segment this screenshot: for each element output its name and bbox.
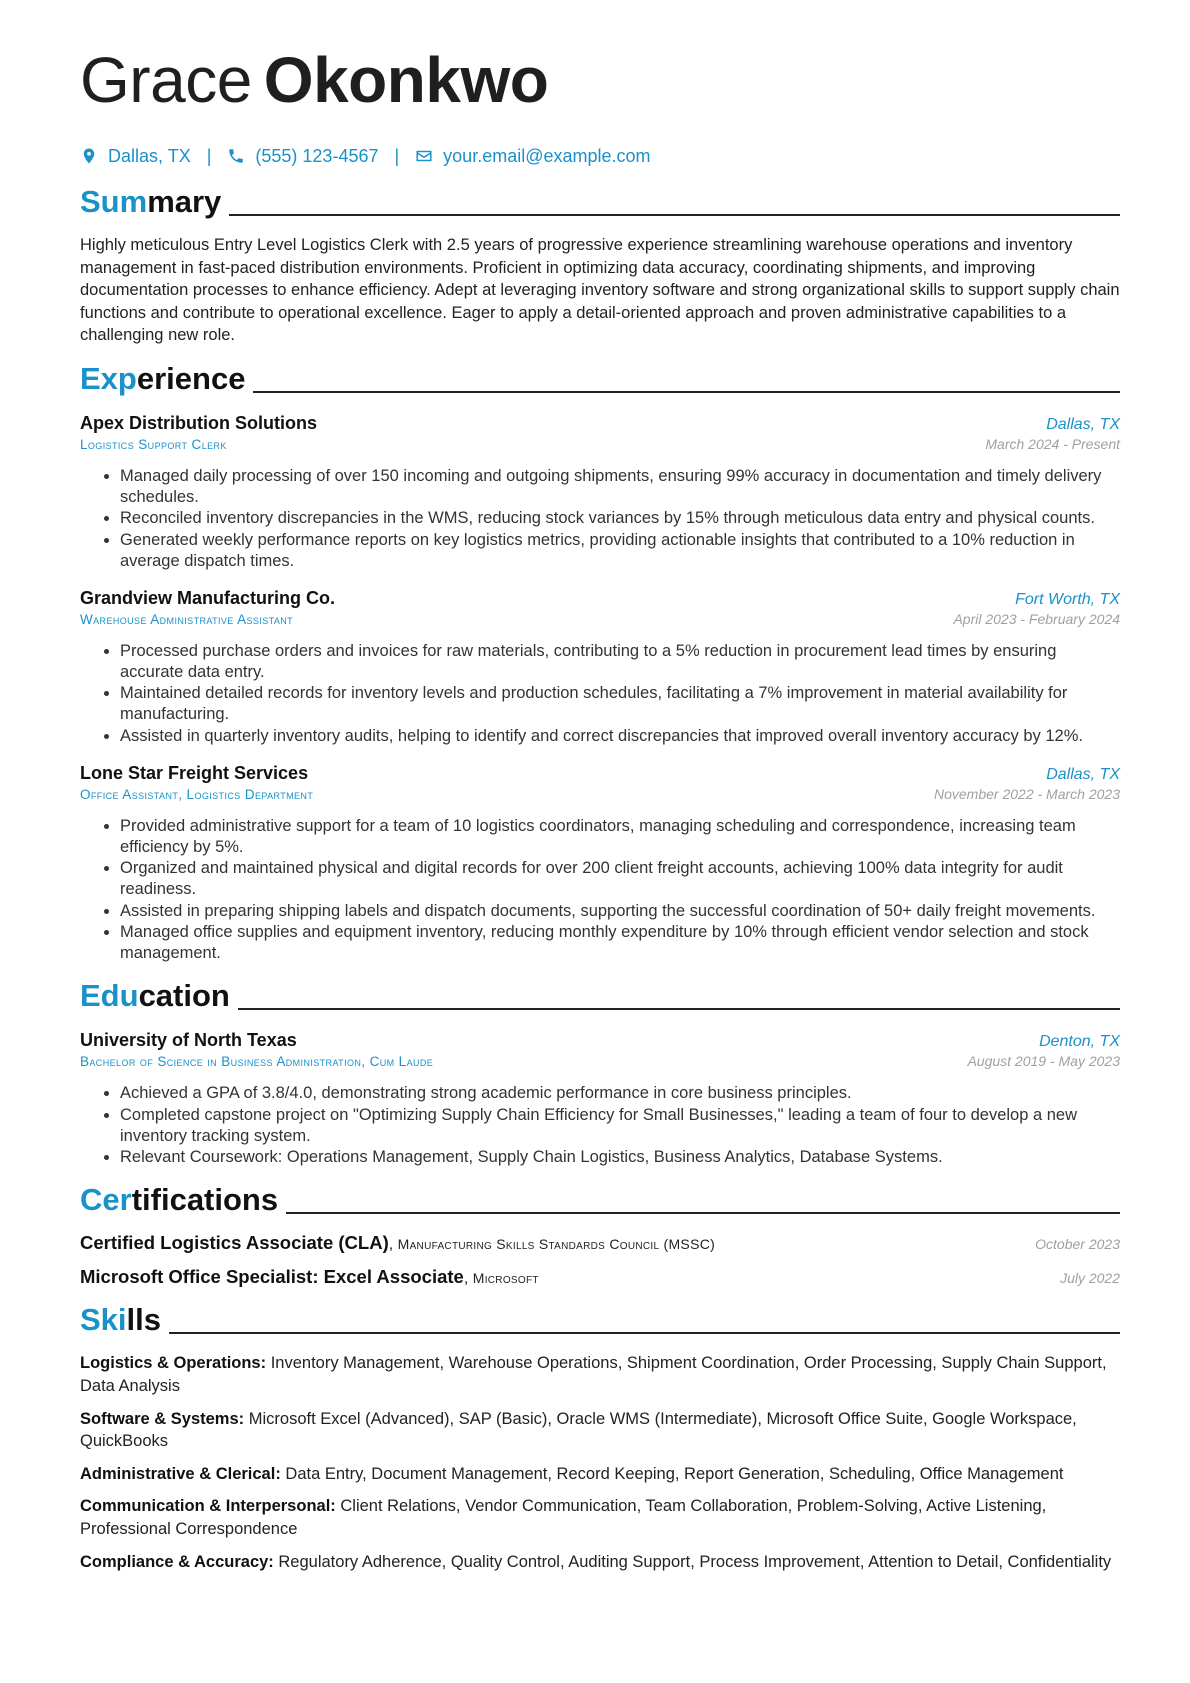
certifications-heading — [80, 1178, 1120, 1218]
section-rule — [169, 1332, 1120, 1334]
bullet-item: • Processed purchase orders and invoices for raw materials, contributing to a 5% reduction in procurement lead times by ensuring accurate data entry. — [120, 641, 1120, 683]
skills-title-rest: lls — [126, 1302, 161, 1338]
skills-title — [80, 1302, 161, 1338]
school-name: University of North Texas — [80, 1030, 297, 1051]
contact-location — [80, 146, 191, 167]
certifications-title — [80, 1182, 278, 1218]
contact-separator: | — [394, 145, 400, 166]
summary-title — [80, 184, 221, 220]
phone-text: (555) 123-4567 — [255, 145, 379, 166]
cert-date: July 2022 — [1060, 1270, 1120, 1287]
job-location: Dallas, TX — [1046, 765, 1120, 783]
contact-separator: | — [206, 145, 212, 166]
skill-value: Regulatory Adherence, Quality Control, Auditing Support, Process Improvement, Attention to Detail, Confidentiality — [278, 1552, 1112, 1571]
contact-line — [80, 142, 1120, 170]
education-title-rest: cation — [138, 978, 230, 1014]
job-bullets — [80, 466, 1120, 572]
summary-title-rest: mary — [147, 184, 222, 219]
bullet-item: • Assisted in quarterly inventory audits, helping to identify and correct discrepancies that improved overall inventory accuracy by 12%. — [120, 726, 1120, 747]
job-bullets — [80, 816, 1120, 965]
section-rule — [238, 1008, 1120, 1010]
bullet-item: • Maintained detailed records for inventory levels and production schedules, facilitating a 7% improvement in material availability for manufacturing. — [120, 683, 1120, 725]
skill-label: Communication & Interpersonal: — [80, 1497, 336, 1516]
job-dates: November 2022 - March 2023 — [934, 785, 1120, 802]
first-name: Grace — [80, 44, 252, 116]
experience-title-rest: erience — [136, 360, 246, 396]
cert-date: October 2023 — [1035, 1236, 1120, 1253]
job-row-2 — [80, 609, 1120, 627]
job-title: Logistics Support Clerk — [80, 436, 227, 452]
bullet-item: • Achieved a GPA of 3.8/4.0, demonstrating strong academic performance in core business principles. — [120, 1083, 1120, 1104]
education-row-1 — [80, 1030, 1120, 1051]
skills-heading — [80, 1298, 1120, 1338]
bullet-item: • Relevant Coursework: Operations Management, Supply Chain Logistics, Business Analytics, Database Systems. — [120, 1147, 1120, 1168]
education-bullets — [80, 1083, 1120, 1168]
experience-heading — [80, 357, 1120, 397]
bullet-item: • Organized and maintained physical and digital records for over 200 client freight accounts, achieving 100% data integrity for audit readiness. — [120, 858, 1120, 900]
experience-title-accent: Exp — [80, 360, 137, 396]
email-text: your.email@example.com — [443, 145, 651, 166]
section-rule — [229, 214, 1120, 216]
map-pin-icon — [80, 147, 98, 165]
candidate-name — [80, 40, 1120, 120]
skill-line — [80, 1352, 1120, 1397]
job-dates: April 2023 - February 2024 — [953, 610, 1120, 627]
skill-line — [80, 1463, 1120, 1486]
skill-line — [80, 1408, 1120, 1453]
skill-value: Client Relations, Vendor Communication, Team Collaboration, Problem-Solving, Active Listening, Professional Correspondence — [80, 1497, 1047, 1539]
skills-title-accent: Ski — [80, 1302, 127, 1338]
experience-entry — [80, 413, 1120, 572]
job-location: Fort Worth, TX — [1015, 590, 1120, 608]
education-entry — [80, 1030, 1120, 1168]
job-title: Office Assistant, Logistics Department — [80, 786, 314, 802]
bullet-item: • Generated weekly performance reports on key logistics metrics, providing actionable insights that contributed to a 10% reduction in average dispatch times. — [120, 530, 1120, 572]
skill-label: Logistics & Operations: — [80, 1354, 267, 1373]
envelope-icon — [415, 147, 433, 165]
cert-issuer: Microsoft — [472, 1270, 539, 1287]
job-row-1 — [80, 588, 1120, 609]
job-dates: March 2024 - Present — [985, 435, 1120, 452]
job-row-2 — [80, 784, 1120, 802]
summary-text: Highly meticulous Entry Level Logistics Clerk with 2.5 years of progressive experience streamlining warehouse operations and inventory management in fast-paced distribution environments. Proficient in optimizing data accuracy, coordinating shipments, and improving documentation processes to enhance efficiency. Adept at leveraging inventory software and strong organizational skills to support supply chain functions and contribute to operational excellence. Eager to apply a detail-oriented approach and proven administrative capabilities to a challenging new role. — [80, 236, 1120, 345]
summary-title-accent: Sum — [80, 184, 148, 219]
education-title-accent: Edu — [80, 978, 139, 1014]
summary-heading — [80, 180, 1120, 220]
cert-text: Certified Logistics Associate (CLA), Manufacturing Skills Standards Council (MSSC) — [80, 1232, 716, 1254]
education-heading — [80, 974, 1120, 1014]
education-title — [80, 978, 230, 1014]
skill-label: Administrative & Clerical: — [80, 1464, 281, 1483]
bullet-item: • Managed office supplies and equipment inventory, reducing monthly expenditure by 10% through efficient vendor selection and stock management. — [120, 922, 1120, 964]
contact-email[interactable] — [415, 146, 650, 167]
experience-list — [80, 413, 1120, 965]
cert-item — [80, 1232, 1120, 1254]
phone-icon — [227, 147, 245, 165]
skill-value: Inventory Management, Warehouse Operations, Shipment Coordination, Order Processing, Supply Chain Support, Data Analysis — [80, 1354, 1107, 1396]
section-rule — [286, 1212, 1120, 1214]
contact-phone[interactable] — [227, 146, 378, 167]
cert-text: Microsoft Office Specialist: Excel Associate, Microsoft — [80, 1266, 539, 1288]
skills-list — [80, 1352, 1120, 1573]
cert-issuer: Manufacturing Skills Standards Council (MSSC) — [397, 1236, 716, 1253]
experience-title — [80, 361, 245, 397]
resume-page — [80, 40, 1120, 1573]
job-location: Dallas, TX — [1046, 415, 1120, 433]
job-bullets — [80, 641, 1120, 747]
skill-line — [80, 1495, 1120, 1540]
job-row-1 — [80, 763, 1120, 784]
experience-entry — [80, 763, 1120, 965]
job-row-1 — [80, 413, 1120, 434]
job-title: Warehouse Administrative Assistant — [80, 611, 294, 627]
certifications-list — [80, 1232, 1120, 1288]
company-name: Grandview Manufacturing Co. — [80, 587, 336, 608]
company-name: Lone Star Freight Services — [80, 762, 309, 783]
skill-value: Microsoft Excel (Advanced), SAP (Basic), Oracle WMS (Intermediate), Microsoft Office Suite, Google Workspace, QuickBooks — [80, 1409, 1077, 1451]
bullet-item: • Provided administrative support for a team of 10 logistics coordinators, managing scheduling and correspondence, increasing team efficiency by 5%. — [120, 816, 1120, 858]
bullet-item: • Completed capstone project on "Optimizing Supply Chain Efficiency for Small Businesses," leading a team of four to develop a new inventory tracking system. — [120, 1105, 1120, 1147]
certifications-title-rest: tifications — [131, 1182, 279, 1218]
location-text: Dallas, TX — [108, 145, 191, 166]
school-location: Denton, TX — [1039, 1033, 1120, 1051]
degree: Bachelor of Science in Business Administration, Cum Laude — [80, 1054, 434, 1070]
education-dates: August 2019 - May 2023 — [967, 1053, 1120, 1070]
skill-label: Compliance & Accuracy: — [80, 1552, 274, 1571]
bullet-item: • Managed daily processing of over 150 incoming and outgoing shipments, ensuring 99% accuracy in documentation and timely delivery schedules. — [120, 466, 1120, 508]
experience-entry — [80, 588, 1120, 747]
skill-value: Data Entry, Document Management, Record Keeping, Report Generation, Scheduling, Office Management — [285, 1464, 1064, 1483]
job-row-2 — [80, 434, 1120, 452]
cert-name: Certified Logistics Associate (CLA) — [80, 1232, 389, 1254]
company-name: Apex Distribution Solutions — [80, 412, 317, 433]
section-rule — [253, 391, 1120, 393]
cert-item — [80, 1266, 1120, 1288]
education-row-2 — [80, 1051, 1120, 1069]
last-name: Okonkwo — [263, 44, 549, 116]
bullet-item: • Reconciled inventory discrepancies in the WMS, reducing stock variances by 15% through meticulous data entry and physical counts. — [120, 508, 1120, 529]
skill-label: Software & Systems: — [80, 1409, 245, 1428]
skill-line — [80, 1551, 1120, 1574]
bullet-item: • Assisted in preparing shipping labels and dispatch documents, supporting the successful coordination of 50+ daily freight movements. — [120, 901, 1120, 922]
cert-name: Microsoft Office Specialist: Excel Associate — [80, 1266, 464, 1288]
certifications-title-accent: Cer — [80, 1182, 132, 1218]
